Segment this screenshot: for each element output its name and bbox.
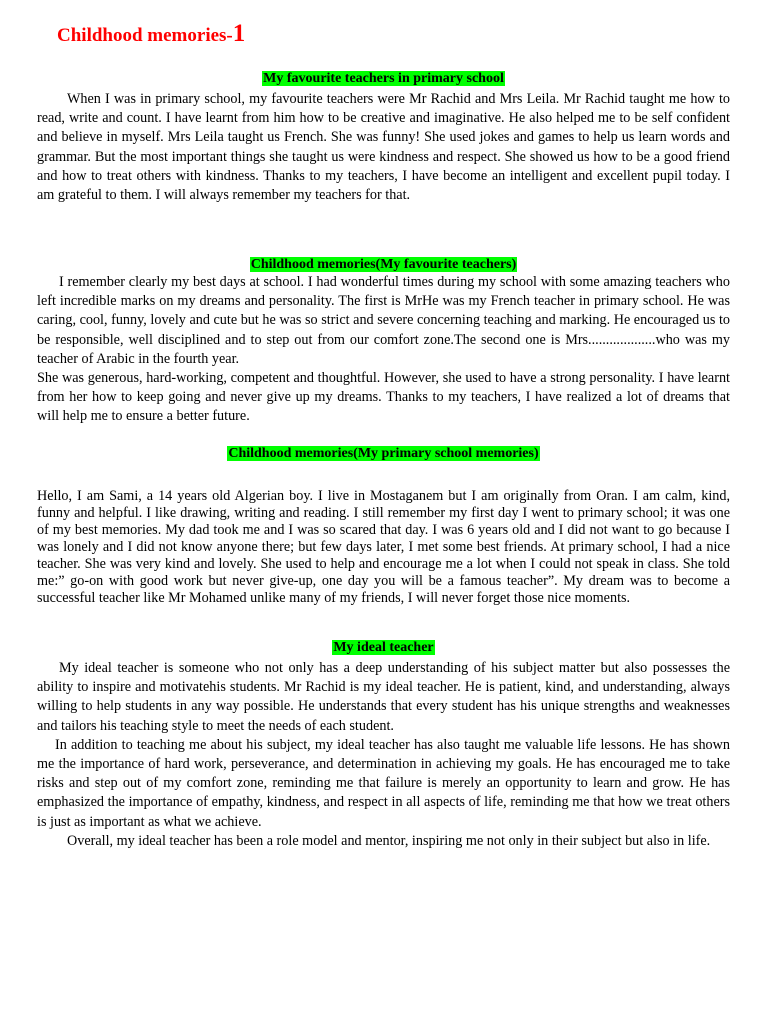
section-heading-childhood-favourite-teachers <box>37 256 730 274</box>
highlighted-heading-text: Childhood memories(My primary school memories) <box>228 446 539 461</box>
paragraph: In addition to teaching me about his subject, my ideal teacher has also taught me valuable life lessons. He has shown me the importance of hard work, perseverance, and determination in achieving my goals. He has encouraged me to take risks and step out of my comfort zone, reminding me that failure is merely an opportunity to learn and grow. He has emphasized the importance of empathy, kindness, and respect in all aspects of life, reminding me that how we treat others is just as important as what we achieve. <box>37 736 730 830</box>
section-heading-ideal-teacher <box>37 639 730 657</box>
highlighted-heading-text: My favourite teachers in primary school <box>263 71 504 86</box>
document-title <box>57 18 245 52</box>
paragraph: Hello, I am Sami, a 14 years old Algerian boy. I live in Mostaganem but I am originally from Oran. I am calm, kind, funny and helpful. I like drawing, writing and reading. I still remember my first day I went to primary school; it was one of my best memories. My dad took me and I was so scared that day. I was 6 years old and I did not want to go because I was lonely and I did not know anyone there; but few days later, I met some best friends. At primary school, I had a nice teacher. She was very kind and lovely. She used to help and encourage me a lot when I could not speak in class. She told me:” go-on with good work but never give-up, one day you will be a famous teacher”. My dream was to become a successful teacher like Mr Mohamed unlike many of my friends, I will never forget those nice moments. <box>37 488 730 606</box>
section-body-ideal-teacher <box>37 659 730 851</box>
title-text: Childhood memories- <box>57 25 233 46</box>
highlighted-heading-text: Childhood memories(My favourite teachers) <box>250 257 517 272</box>
title-number: 1 <box>232 20 246 47</box>
section-heading-favourite-teachers-primary <box>37 70 730 88</box>
section-heading-primary-school-memories <box>37 445 730 463</box>
section-body-primary-school-memories <box>37 488 730 607</box>
section-body-favourite-teachers-primary <box>37 90 730 205</box>
paragraph: Overall, my ideal teacher has been a role model and mentor, inspiring me not only in their subject but also in life. <box>67 832 711 849</box>
paragraph: She was generous, hard-working, competent and thoughtful. However, she used to have a strong personality. I have learnt from her how to keep going and never give up my dreams. Thanks to my teachers, I have realized a lot of dreams that will help me to ensure a better future. <box>37 370 730 425</box>
highlighted-heading-text: My ideal teacher <box>333 640 434 655</box>
paragraph: My ideal teacher is someone who not only has a deep understanding of his subject matter but also possesses the ability to inspire and motivatehis students. Mr Rachid is my ideal teacher. He is patient, kind, and understanding, always willing to help students in any way possible. He understands that every student has his unique strengths and weaknesses and tailors his teaching style to meet the needs of each student. <box>37 660 730 734</box>
paragraph: I remember clearly my best days at school. I had wonderful times during my school with some amazing teachers who left incredible marks on my dreams and personality. The first is MrHe was my French teacher in primary school. He was caring, cool, funny, lovely and cute but he was so strict and severe concerning teaching and marking. He encouraged us to be responsible, well disciplined and to step out from our comfort zone.The second one is Mrs...................who was my teacher of Arabic in the fourth year. <box>37 274 730 367</box>
paragraph: When I was in primary school, my favourite teachers were Mr Rachid and Mrs Leila. Mr Rachid taught me how to read, write and count. I have learnt from him how to be creative and imaginative. He also helped me to be self confident and believe in myself. Mrs Leila taught us French. She was funny! She used jokes and games to help us learn words and grammar. But the most important things she taught us were kindness and respect. She showed us how to be a good friend and how to treat others with kindness. Thanks to my teachers, I have become an intelligent and excellent pupil today. I am grateful to them. I will always remember my teachers for that. <box>37 91 730 204</box>
section-body-childhood-favourite-teachers <box>37 273 730 427</box>
